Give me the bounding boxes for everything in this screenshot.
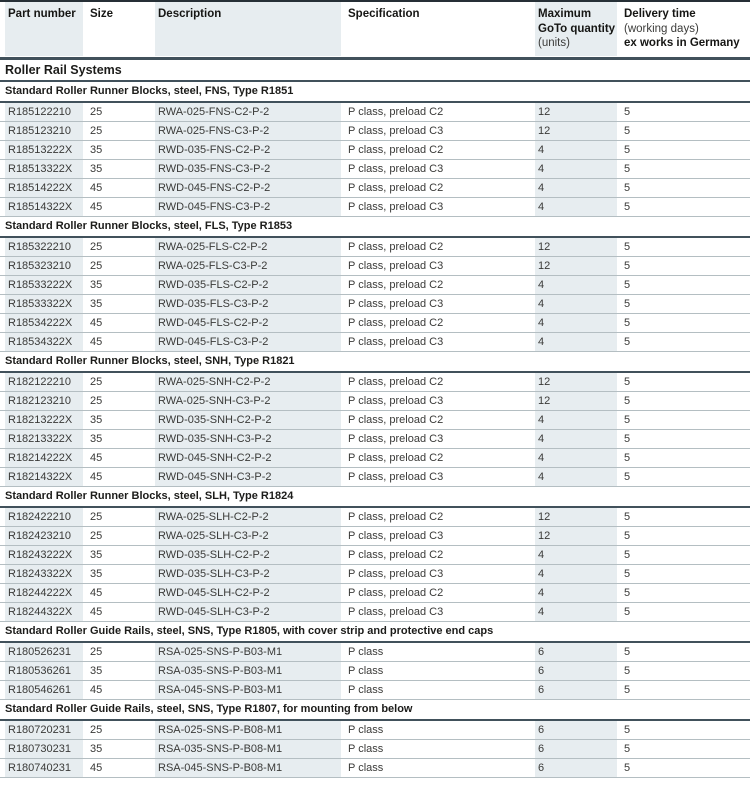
- cell-max-goto-quantity: 6: [535, 681, 617, 699]
- cell-size: 35: [90, 548, 103, 561]
- cell-specification: P class: [348, 742, 384, 755]
- cell-max-goto-quantity: 6: [535, 662, 617, 680]
- cell-description: RWD-045-SLH-C2-P-2: [155, 584, 341, 602]
- cell-delivery-time: 5: [624, 548, 631, 561]
- cell-size: 25: [90, 375, 103, 388]
- cell-description: RWD-045-FLS-C3-P-2: [155, 333, 341, 351]
- cell-description: RWD-035-SLH-C2-P-2: [155, 546, 341, 564]
- cell-max-goto-quantity: 4: [535, 411, 617, 429]
- cell-specification: P class, preload C2: [348, 510, 444, 523]
- cell-delivery-time: 5: [624, 162, 631, 175]
- section-title: Standard Roller Guide Rails, steel, SNS, Type R1805, with cover strip and protective end caps: [0, 622, 750, 643]
- column-header-label: Maximum: [538, 8, 592, 20]
- cell-size: 45: [90, 181, 103, 194]
- cell-size: 45: [90, 200, 103, 213]
- cell-description: RWD-045-FLS-C2-P-2: [155, 314, 341, 332]
- table-row: [0, 759, 750, 778]
- cell-part-number: R18213222X: [5, 411, 83, 429]
- cell-description: RWA-025-SNH-C3-P-2: [155, 392, 341, 410]
- table-row: [0, 198, 750, 217]
- table-row: [0, 373, 750, 392]
- table-row: [0, 392, 750, 411]
- cell-part-number: R18244222X: [5, 584, 83, 602]
- cell-part-number: R185323210: [5, 257, 83, 275]
- table-row: [0, 546, 750, 565]
- cell-max-goto-quantity: 4: [535, 603, 617, 621]
- cell-part-number: R18533322X: [5, 295, 83, 313]
- column-header-max-goto-quantity: [535, 2, 617, 56]
- cell-part-number: R18514222X: [5, 179, 83, 197]
- cell-part-number: R18533222X: [5, 276, 83, 294]
- table-row: [0, 160, 750, 179]
- cell-part-number: R18244322X: [5, 603, 83, 621]
- table-row: [0, 603, 750, 622]
- cell-max-goto-quantity: 12: [535, 103, 617, 121]
- cell-description: RWA-025-SLH-C2-P-2: [155, 508, 341, 526]
- cell-delivery-time: 5: [624, 606, 631, 619]
- table-row: [0, 411, 750, 430]
- column-header-label: ex works in Germany: [624, 37, 740, 49]
- cell-part-number: R185122210: [5, 103, 83, 121]
- cell-size: 35: [90, 278, 103, 291]
- column-header-sublabel: (working days): [624, 22, 699, 35]
- table-section: [0, 622, 750, 700]
- cell-description: RSA-035-SNS-P-B08-M1: [155, 740, 341, 758]
- cell-part-number: R18534222X: [5, 314, 83, 332]
- table-row: [0, 508, 750, 527]
- cell-max-goto-quantity: 4: [535, 198, 617, 216]
- table-body: [0, 82, 750, 778]
- cell-description: RSA-045-SNS-P-B03-M1: [155, 681, 341, 699]
- cell-delivery-time: 5: [624, 529, 631, 542]
- cell-specification: P class, preload C3: [348, 200, 444, 213]
- cell-delivery-time: 5: [624, 413, 631, 426]
- cell-max-goto-quantity: 4: [535, 179, 617, 197]
- cell-part-number: R18243322X: [5, 565, 83, 583]
- section-rows: [0, 508, 750, 623]
- cell-specification: P class, preload C3: [348, 259, 444, 272]
- cell-part-number: R180526231: [5, 643, 83, 661]
- cell-delivery-time: 5: [624, 200, 631, 213]
- column-header-delivery-time: [621, 2, 750, 56]
- cell-max-goto-quantity: 4: [535, 295, 617, 313]
- cell-delivery-time: 5: [624, 432, 631, 445]
- cell-description: RWD-035-SNH-C2-P-2: [155, 411, 341, 429]
- cell-max-goto-quantity: 4: [535, 468, 617, 486]
- table-row: [0, 721, 750, 740]
- table-row: [0, 333, 750, 352]
- cell-max-goto-quantity: 6: [535, 721, 617, 739]
- section-rows: [0, 238, 750, 353]
- cell-part-number: R18214222X: [5, 449, 83, 467]
- cell-size: 45: [90, 606, 103, 619]
- section-title: Standard Roller Runner Blocks, steel, SLH, Type R1824: [0, 487, 750, 508]
- cell-description: RWA-025-SNH-C2-P-2: [155, 373, 341, 391]
- cell-part-number: R18514322X: [5, 198, 83, 216]
- table-section: [0, 487, 750, 622]
- cell-delivery-time: 5: [624, 143, 631, 156]
- cell-size: 35: [90, 297, 103, 310]
- cell-max-goto-quantity: 4: [535, 276, 617, 294]
- cell-part-number: R18214322X: [5, 468, 83, 486]
- table-row: [0, 430, 750, 449]
- table-row: [0, 295, 750, 314]
- section-title: Standard Roller Runner Blocks, steel, FNS, Type R1851: [0, 82, 750, 103]
- cell-description: RSA-025-SNS-P-B03-M1: [155, 643, 341, 661]
- cell-specification: P class, preload C2: [348, 375, 444, 388]
- cell-part-number: R185322210: [5, 238, 83, 256]
- cell-max-goto-quantity: 12: [535, 238, 617, 256]
- cell-part-number: R18534322X: [5, 333, 83, 351]
- cell-part-number: R185123210: [5, 122, 83, 140]
- cell-delivery-time: 5: [624, 124, 631, 137]
- cell-specification: P class, preload C2: [348, 181, 444, 194]
- cell-size: 25: [90, 723, 103, 736]
- cell-size: 35: [90, 143, 103, 156]
- table-row: [0, 314, 750, 333]
- cell-size: 45: [90, 336, 103, 349]
- table-section: [0, 82, 750, 217]
- cell-description: RWA-025-FNS-C3-P-2: [155, 122, 341, 140]
- cell-size: 45: [90, 452, 103, 464]
- cell-part-number: R182122210: [5, 373, 83, 391]
- cell-delivery-time: 5: [624, 181, 631, 194]
- column-header-size: [87, 2, 151, 56]
- cell-specification: P class, preload C3: [348, 394, 444, 407]
- cell-specification: P class, preload C2: [348, 278, 444, 291]
- column-header-label: Size: [90, 8, 114, 20]
- table-row: [0, 141, 750, 160]
- cell-part-number: R180536261: [5, 662, 83, 680]
- cell-size: 45: [90, 471, 103, 484]
- cell-delivery-time: 5: [624, 259, 631, 272]
- cell-delivery-time: 5: [624, 761, 631, 774]
- cell-description: RWD-045-SNH-C3-P-2: [155, 468, 341, 486]
- cell-delivery-time: 5: [624, 723, 631, 736]
- table-row: [0, 662, 750, 681]
- cell-delivery-time: 5: [624, 105, 631, 118]
- cell-size: 35: [90, 567, 103, 580]
- table-row: [0, 740, 750, 759]
- cell-delivery-time: 5: [624, 471, 631, 484]
- cell-size: 45: [90, 587, 103, 600]
- cell-part-number: R18243222X: [5, 546, 83, 564]
- cell-specification: P class, preload C3: [348, 432, 444, 445]
- cell-description: RWD-035-SLH-C3-P-2: [155, 565, 341, 583]
- cell-size: 25: [90, 240, 103, 253]
- cell-size: 25: [90, 124, 103, 137]
- cell-max-goto-quantity: 12: [535, 122, 617, 140]
- table-row: [0, 257, 750, 276]
- column-header-part-number: [5, 2, 83, 56]
- cell-part-number: R18513222X: [5, 141, 83, 159]
- cell-specification: P class: [348, 723, 384, 736]
- table-row: [0, 584, 750, 603]
- cell-description: RWD-045-FNS-C3-P-2: [155, 198, 341, 216]
- cell-specification: P class, preload C2: [348, 413, 444, 426]
- cell-description: RWD-045-SLH-C3-P-2: [155, 603, 341, 621]
- cell-delivery-time: 5: [624, 742, 631, 755]
- cell-max-goto-quantity: 6: [535, 759, 617, 777]
- cell-max-goto-quantity: 4: [535, 546, 617, 564]
- table-row: [0, 643, 750, 662]
- section-title: Standard Roller Runner Blocks, steel, SNH, Type R1821: [0, 352, 750, 373]
- column-header-label: Specification: [348, 8, 420, 20]
- cell-description: RSA-025-SNS-P-B08-M1: [155, 721, 341, 739]
- cell-size: 25: [90, 510, 103, 523]
- cell-specification: P class, preload C3: [348, 529, 444, 542]
- table-row: [0, 468, 750, 487]
- table-row: [0, 238, 750, 257]
- cell-delivery-time: 5: [624, 316, 631, 329]
- cell-part-number: R180546261: [5, 681, 83, 699]
- cell-delivery-time: 5: [624, 567, 631, 580]
- cell-max-goto-quantity: 12: [535, 373, 617, 391]
- cell-part-number: R182423210: [5, 527, 83, 545]
- cell-delivery-time: 5: [624, 683, 631, 696]
- cell-specification: P class: [348, 664, 384, 677]
- cell-size: 45: [90, 316, 103, 329]
- cell-max-goto-quantity: 4: [535, 141, 617, 159]
- cell-max-goto-quantity: 4: [535, 584, 617, 602]
- cell-specification: P class, preload C2: [348, 105, 444, 118]
- cell-specification: P class, preload C3: [348, 162, 444, 175]
- column-header-label: Delivery time: [624, 8, 696, 20]
- cell-description: RWA-025-FNS-C2-P-2: [155, 103, 341, 121]
- cell-specification: P class, preload C3: [348, 124, 444, 137]
- cell-delivery-time: 5: [624, 452, 631, 464]
- cell-size: 35: [90, 432, 103, 445]
- cell-delivery-time: 5: [624, 394, 631, 407]
- cell-description: RWD-035-FLS-C2-P-2: [155, 276, 341, 294]
- cell-description: RWD-035-FNS-C2-P-2: [155, 141, 341, 159]
- cell-description: RWD-045-SNH-C2-P-2: [155, 449, 341, 467]
- cell-description: RSA-045-SNS-P-B08-M1: [155, 759, 341, 777]
- cell-specification: P class, preload C2: [348, 452, 444, 464]
- table-section: [0, 352, 750, 487]
- cell-description: RWD-035-FLS-C3-P-2: [155, 295, 341, 313]
- cell-delivery-time: 5: [624, 240, 631, 253]
- group-title: Roller Rail Systems: [0, 60, 750, 82]
- cell-specification: P class, preload C2: [348, 143, 444, 156]
- table-row: [0, 122, 750, 141]
- table-row: [0, 276, 750, 295]
- table-row: [0, 179, 750, 198]
- cell-delivery-time: 5: [624, 297, 631, 310]
- section-rows: [0, 373, 750, 488]
- cell-max-goto-quantity: 4: [535, 430, 617, 448]
- cell-delivery-time: 5: [624, 510, 631, 523]
- cell-max-goto-quantity: 4: [535, 314, 617, 332]
- cell-description: RSA-035-SNS-P-B03-M1: [155, 662, 341, 680]
- cell-size: 35: [90, 664, 103, 677]
- cell-delivery-time: 5: [624, 664, 631, 677]
- cell-size: 25: [90, 529, 103, 542]
- section-title: Standard Roller Runner Blocks, steel, FLS, Type R1853: [0, 217, 750, 238]
- cell-specification: P class, preload C2: [348, 548, 444, 561]
- section-title: Standard Roller Guide Rails, steel, SNS, Type R1807, for mounting from below: [0, 700, 750, 721]
- table-row: [0, 565, 750, 584]
- table-header-row: [0, 2, 750, 56]
- cell-delivery-time: 5: [624, 336, 631, 349]
- cell-description: RWD-035-FNS-C3-P-2: [155, 160, 341, 178]
- cell-max-goto-quantity: 4: [535, 565, 617, 583]
- cell-max-goto-quantity: 12: [535, 392, 617, 410]
- cell-size: 45: [90, 761, 103, 774]
- cell-part-number: R182422210: [5, 508, 83, 526]
- section-rows: [0, 643, 750, 700]
- cell-delivery-time: 5: [624, 587, 631, 600]
- cell-specification: P class, preload C3: [348, 471, 444, 484]
- cell-size: 35: [90, 162, 103, 175]
- table-row: [0, 527, 750, 546]
- cell-specification: P class, preload C2: [348, 316, 444, 329]
- cell-part-number: R180720231: [5, 721, 83, 739]
- cell-specification: P class: [348, 645, 384, 658]
- cell-delivery-time: 5: [624, 278, 631, 291]
- cell-size: 35: [90, 742, 103, 755]
- cell-max-goto-quantity: 12: [535, 527, 617, 545]
- cell-specification: P class, preload C3: [348, 567, 444, 580]
- column-header-label: Part number: [8, 8, 76, 20]
- cell-description: RWA-025-SLH-C3-P-2: [155, 527, 341, 545]
- cell-delivery-time: 5: [624, 645, 631, 658]
- cell-size: 35: [90, 413, 103, 426]
- cell-size: 25: [90, 394, 103, 407]
- cell-specification: P class, preload C2: [348, 240, 444, 253]
- cell-max-goto-quantity: 4: [535, 160, 617, 178]
- table-section: [0, 700, 750, 778]
- column-header-label: GoTo quantity: [538, 22, 616, 35]
- section-rows: [0, 721, 750, 778]
- cell-specification: P class, preload C3: [348, 297, 444, 310]
- table-row: [0, 103, 750, 122]
- table-section: [0, 217, 750, 352]
- cell-specification: P class, preload C3: [348, 336, 444, 349]
- cell-max-goto-quantity: 12: [535, 508, 617, 526]
- column-header-label: Description: [158, 8, 222, 20]
- cell-delivery-time: 5: [624, 375, 631, 388]
- cell-max-goto-quantity: 4: [535, 333, 617, 351]
- cell-description: RWD-035-SNH-C3-P-2: [155, 430, 341, 448]
- table-row: [0, 449, 750, 468]
- cell-size: 45: [90, 683, 103, 696]
- cell-description: RWA-025-FLS-C2-P-2: [155, 238, 341, 256]
- cell-max-goto-quantity: 12: [535, 257, 617, 275]
- cell-max-goto-quantity: 6: [535, 643, 617, 661]
- cell-part-number: R180730231: [5, 740, 83, 758]
- column-header-specification: [345, 2, 531, 56]
- cell-max-goto-quantity: 6: [535, 740, 617, 758]
- cell-specification: P class: [348, 761, 384, 774]
- cell-max-goto-quantity: 4: [535, 449, 617, 467]
- column-header-sublabel: (units): [538, 37, 570, 49]
- cell-specification: P class, preload C2: [348, 587, 444, 600]
- cell-size: 25: [90, 645, 103, 658]
- cell-size: 25: [90, 259, 103, 272]
- cell-specification: P class: [348, 683, 384, 696]
- table-row: [0, 681, 750, 700]
- cell-description: RWD-045-FNS-C2-P-2: [155, 179, 341, 197]
- cell-description: RWA-025-FLS-C3-P-2: [155, 257, 341, 275]
- column-header-description: [155, 2, 341, 56]
- cell-specification: P class, preload C3: [348, 606, 444, 619]
- cell-part-number: R18513322X: [5, 160, 83, 178]
- cell-size: 25: [90, 105, 103, 118]
- cell-part-number: R180740231: [5, 759, 83, 777]
- cell-part-number: R18213322X: [5, 430, 83, 448]
- cell-part-number: R182123210: [5, 392, 83, 410]
- section-rows: [0, 103, 750, 218]
